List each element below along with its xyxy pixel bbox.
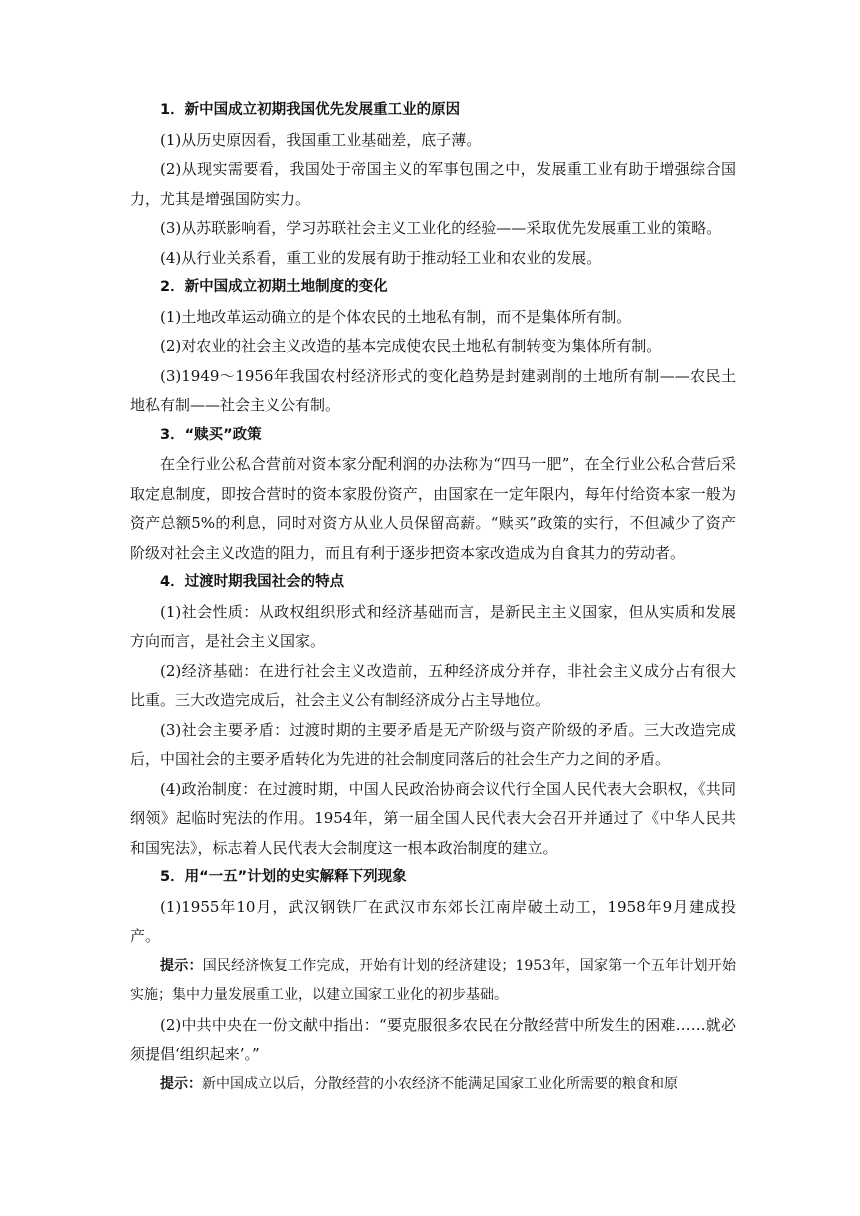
section-4-para-3: (3)社会主要矛盾：过渡时期的主要矛盾是无产阶级与资产阶级的矛盾。三大改造完成后，中国社会的主要矛盾转化为先进的社会制度同落后的社会生产力之间的矛盾。 xyxy=(130,720,736,768)
section-1-para-3: (3)从苏联影响看，学习苏联社会主义工业化的经验——采取优先发展重工业的策略。 xyxy=(160,219,722,237)
section-4-heading: 4．过渡时期我国社会的特点 xyxy=(160,574,345,590)
section-5-question-2: (2)中共中央在一份文献中指出：“要克服很多农民在分散经营中所发生的困难……就必须提倡‘组织起来’。” xyxy=(130,1015,736,1063)
section-5-question-1: (1)1955年10月，武汉钢铁厂在武汉市东郊长江南岸破土动工，1958年9月建成投产。 xyxy=(130,897,736,945)
tip-1-text: 国民经济恢复工作完成，开始有计划的经济建设；1953年，国家第一个五年计划开始实施；集中力量发展重工业，以建立国家工业化的初步基础。 xyxy=(130,957,736,1003)
section-2-para-2: (2)对农业的社会主义改造的基本完成使农民土地私有制转变为集体所有制。 xyxy=(160,337,662,355)
section-3-heading: 3．“赎买”政策 xyxy=(160,426,262,443)
tip-2-text: 新中国成立以后，分散经营的小农经济不能满足国家工业化所需要的粮食和原 xyxy=(202,1075,678,1092)
section-1-para-1: (1)从历史原因看，我国重工业基础差，底子薄。 xyxy=(160,130,482,149)
section-5-tip-1 xyxy=(130,952,736,1011)
section-4-para-1: (1)社会性质：从政权组织形式和经济基础而言，是新民主主义国家，但从实质和发展方向而言，是社会主义国家。 xyxy=(130,602,736,650)
section-1-para-4: (4)从行业关系看，重工业的发展有助于推动轻工业和农业的发展。 xyxy=(160,248,602,267)
section-4-para-2: (2)经济基础：在进行社会主义改造前，五种经济成分并存，非社会主义成分占有很大比重。三大改造完成后，社会主义公有制经济成分占主导地位。 xyxy=(130,661,736,709)
section-4-para-4: (4)政治制度：在过渡时期，中国人民政治协商会议代行全国人民代表大会职权，《共同纲领》起临时宪法的作用。1954年，第一届全国人民代表大会召开并通过了《中华人民共和国宪法》，标志着人民代表大会制度这一根本政治制度的建立。 xyxy=(130,779,736,857)
tip-label: 提示： xyxy=(160,957,203,974)
section-2-para-1: (1)土地改革运动确立的是个体农民的土地私有制，而不是集体所有制。 xyxy=(160,307,632,326)
section-5-heading: 5．用“一五”计划的史实解释下列现象 xyxy=(160,869,407,885)
section-5-tip-2 xyxy=(130,1070,736,1100)
document-page xyxy=(130,96,736,1099)
section-2-heading: 2．新中国成立初期土地制度的变化 xyxy=(160,279,388,295)
section-1-heading: 1．新中国成立初期我国优先发展重工业的原因 xyxy=(160,102,461,118)
section-1-para-2: (2)从现实需要看，我国处于帝国主义的军事包围之中，发展重工业有助于增强综合国力，尤其是增强国防实力。 xyxy=(130,160,736,208)
section-3-para-1: 在全行业公私合营前对资本家分配利润的办法称为“四马一肥”，在全行业公私合营后采取定息制度，即按合营时的资本家股份资产，由国家在一定年限内，每年付给资本家一般为资产总额5%的利息，同时对资方从业人员保留高薪。“赎买”政策的实行，不但减少了资产阶级对社会主义改造的阻力，而且有利于逐步把资本家改造成为自食其力的劳动者。 xyxy=(130,455,736,562)
section-2-para-3: (3)1949～1956年我国农村经济形式的变化趋势是封建剥削的土地所有制——农民土地私有制——社会主义公有制。 xyxy=(130,366,736,414)
tip-label: 提示： xyxy=(160,1075,202,1092)
